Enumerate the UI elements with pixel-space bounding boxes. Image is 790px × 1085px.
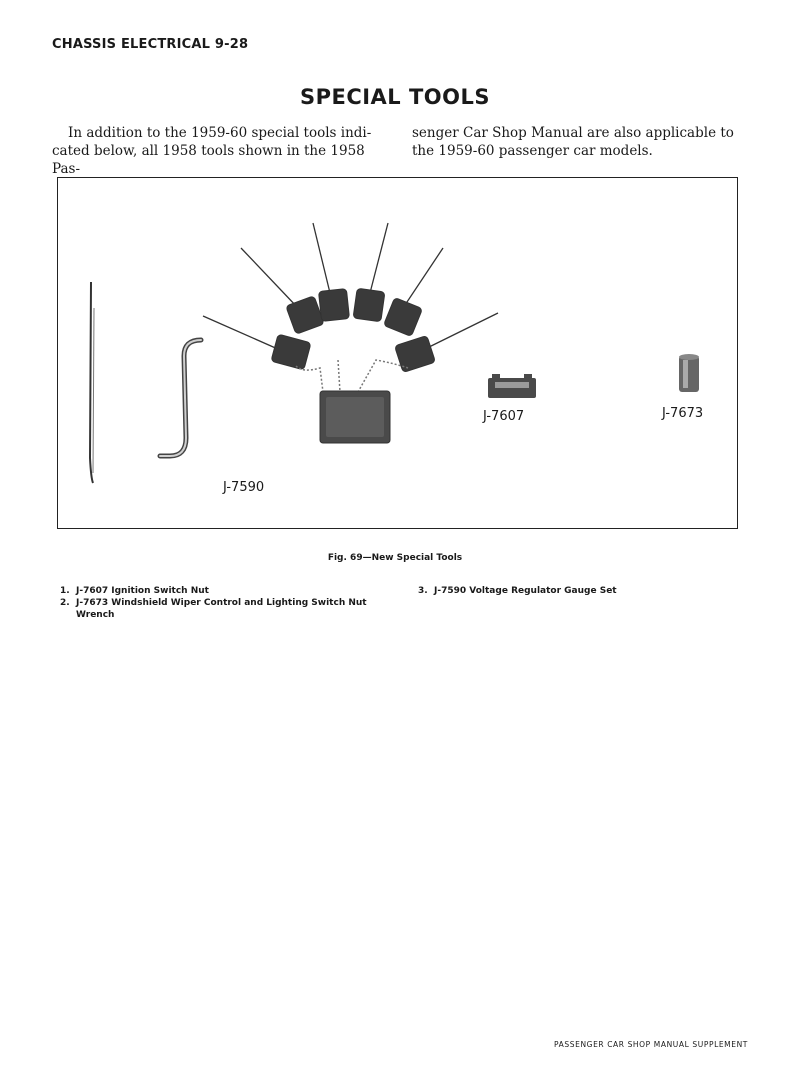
wiper-wrench-label: J-7673 [662,406,704,421]
intro-left-text: In addition to the 1959-60 special tools indi- cated below, all 1958 tools shown in the 1958 Pas- [52,125,372,177]
legend-left-column [60,585,380,621]
legend-item-number: 1. [60,586,70,596]
running-head: CHASSIS ELECTRICAL 9-28 [52,37,249,52]
gauge-set-drawing [203,223,498,443]
intro-left-column [52,124,380,178]
legend-item-number: 2. [60,598,70,608]
intro-right-text: senger Car Shop Manual are also applicable to the 1959-60 passenger car models. [412,125,734,159]
tools-illustration [58,178,739,530]
intro-right-column [412,124,742,178]
legend-item-text: J-7673 Windshield Wiper Control and Lighting Switch Nut Wrench [76,598,367,620]
ignition-nut-label: J-7607 [483,409,525,424]
page-title: SPECIAL TOOLS [299,85,491,109]
ignition-nut-drawing [488,374,536,398]
page-footer: PASSENGER CAR SHOP MANUAL SUPPLEMENT [554,1040,748,1049]
legend-right-column [418,585,738,597]
tools-figure [57,177,738,529]
bent-rod-drawing [160,340,201,456]
legend-item-text: J-7607 Ignition Switch Nut [76,586,209,596]
legend-item [60,597,380,621]
legend-item-text: J-7590 Voltage Regulator Gauge Set [434,586,617,596]
intro-text [52,124,742,178]
figure-caption: Fig. 69—New Special Tools [327,553,463,563]
probe-tool-drawing [90,282,94,483]
legend-item [418,585,738,597]
legend-item-number: 3. [418,586,428,596]
wiper-wrench-drawing [679,354,699,392]
gauge-set-label: J-7590 [223,480,265,495]
legend-item [60,585,380,597]
